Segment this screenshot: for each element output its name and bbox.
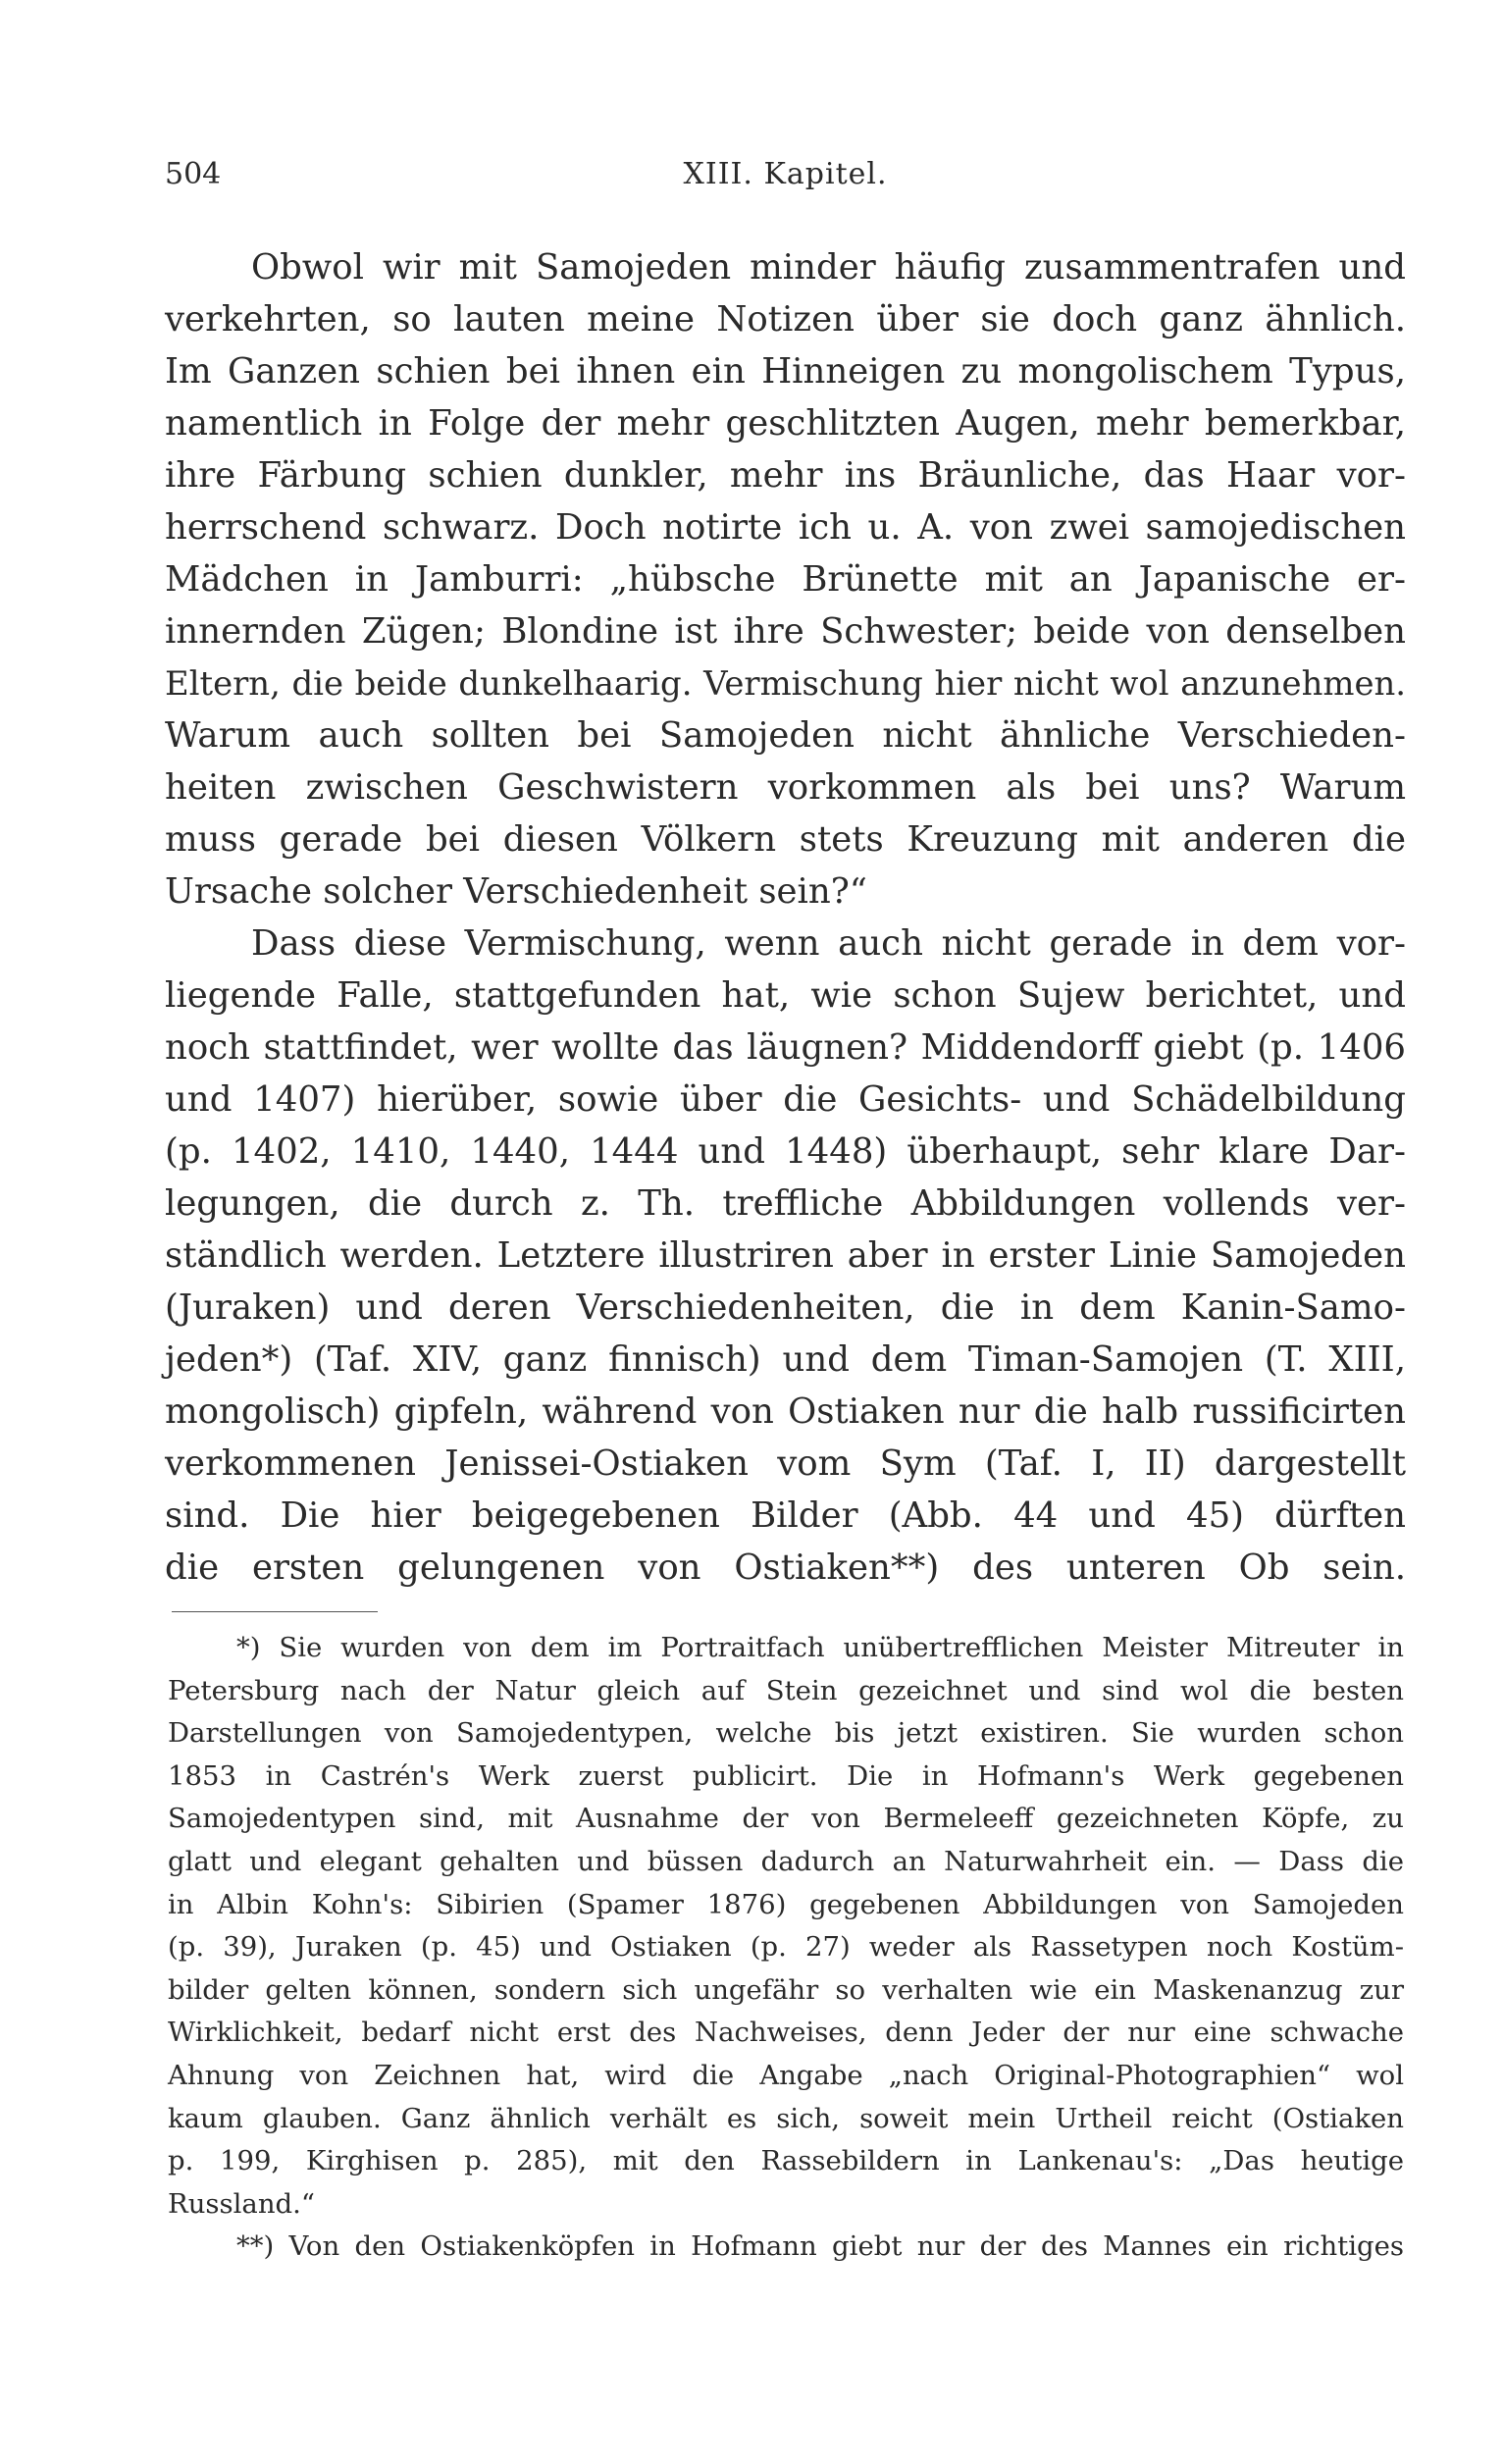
text-line: innernden Zügen; Blondine ist ihre Schwester; beide von denselben [165,611,1406,652]
text-line: noch stattfindet, wer wollte das läugnen? Middendorff giebt (p. 1406 [165,1027,1406,1068]
chapter-title: XIII. Kapitel. [683,157,888,191]
text-line: Im Ganzen schien bei ihnen ein Hinneigen zu mongolischem Typus, [165,351,1406,392]
footnotes [168,1627,1404,2269]
text-line: Eltern, die beide dunkelhaarig. Vermischung hier nicht wol anzunehmen. [165,664,1406,703]
footnote-line: glatt und elegant gehalten und büssen dadurch an Naturwahrheit ein. — Dass die [168,1845,1404,1877]
text-line: herrschend schwarz. Doch notirte ich u. A. von zwei samojedischen [165,507,1406,548]
running-header [165,157,1406,206]
text-line: mongolisch) gipfeln, während von Ostiaken nur die halb russificirten [165,1391,1406,1432]
text-line: verkommenen Jenissei-Ostiaken vom Sym (Taf. I, II) dargestellt [165,1443,1406,1484]
footnote-divider [172,1611,378,1612]
footnote-line: p. 199, Kirghisen p. 285), mit den Rassebildern in Lankenau's: „Das heutige [168,2145,1404,2177]
footnote-line: bilder gelten können, sondern sich ungefähr so verhalten wie ein Maskenanzug zur [168,1973,1404,2006]
text-line: sind. Die hier beigegebenen Bilder (Abb. 44 und 45) dürften [165,1495,1406,1536]
text-line: namentlich in Folge der mehr geschlitzten Augen, mehr bemerkbar, [165,403,1406,444]
text-line: (Juraken) und deren Verschiedenheiten, die in dem Kanin-Samo- [165,1287,1406,1328]
footnote-line: Petersburg nach der Natur gleich auf Stein gezeichnet und sind wol die besten [168,1674,1404,1706]
footnote-line: **) Von den Ostiakenköpfen in Hofmann giebt nur der des Mannes ein richtiges [236,2230,1404,2263]
footnote-line: in Albin Kohn's: Sibirien (Spamer 1876) gegebenen Abbildungen von Samojeden [168,1888,1404,1920]
footnote-line: Ahnung von Zeichnen hat, wird die Angabe „nach Original-Photographien“ wol [168,2059,1404,2091]
text-line: und 1407) hierüber, sowie über die Gesichts- und Schädelbildung [165,1079,1406,1120]
footnote-line: *) Sie wurden von dem im Portraitfach unübertrefflichen Meister Mitreuter in [236,1632,1404,1663]
text-line: Obwol wir mit Samojeden minder häufig zusammentrafen und [251,247,1406,288]
footnote-line: Russland.“ [168,2187,315,2220]
footnote-line: Samojedentypen sind, mit Ausnahme der von Bermeleeff gezeichneten Köpfe, zu [168,1803,1404,1835]
text-line: jeden*) (Taf. XIV, ganz finnisch) und dem Timan-Samojen (T. XIII, [165,1339,1406,1380]
text-line: legungen, die durch z. Th. treffliche Abbildungen vollends ver- [165,1183,1406,1224]
footnote-line: (p. 39), Juraken (p. 45) und Ostiaken (p. 27) weder als Rassetypen noch Kostüm- [168,1931,1404,1964]
text-line: liegende Falle, stattgefunden hat, wie schon Sujew berichtet, und [165,975,1406,1016]
footnote-line: Wirklichkeit, bedarf nicht erst des Nachweises, denn Jeder der nur eine schwache [168,2017,1404,2049]
text-line: ihre Färbung schien dunkler, mehr ins Bräunliche, das Haar vor- [165,455,1406,496]
text-line: die ersten gelungenen von Ostiaken**) des unteren Ob sein. [165,1547,1406,1588]
text-line: heiten zwischen Geschwistern vorkommen als bei uns? Warum [165,767,1406,808]
text-line: Mädchen in Jamburri: „hübsche Brünette mit an Japanische er- [165,559,1406,600]
footnote-line: 1853 in Castrén's Werk zuerst publicirt. Die in Hofmann's Werk gegebenen [168,1759,1404,1792]
footnote-line: kaum glauben. Ganz ähnlich verhält es sich, soweit mein Urtheil reicht (Ostiaken [168,2102,1404,2134]
text-line: (p. 1402, 1410, 1440, 1444 und 1448) überhaupt, sehr klare Dar- [165,1131,1406,1172]
text-line: muss gerade bei diesen Völkern stets Kreuzung mit anderen die [165,819,1406,860]
footnote-line: Darstellungen von Samojedentypen, welche bis jetzt existiren. Sie wurden schon [168,1717,1404,1750]
main-text [165,241,1406,1594]
text-line: ständlich werden. Letztere illustriren aber in erster Linie Samojeden [165,1235,1406,1276]
text-line: Dass diese Vermischung, wenn auch nicht gerade in dem vor- [251,923,1406,964]
page-number: 504 [165,157,222,191]
text-line: verkehrten, so lauten meine Notizen über sie doch ganz ähnlich. [165,299,1406,340]
text-line: Ursache solcher Verschiedenheit sein?“ [165,871,867,912]
text-line: Warum auch sollten bei Samojeden nicht ähnliche Verschieden- [165,715,1406,756]
